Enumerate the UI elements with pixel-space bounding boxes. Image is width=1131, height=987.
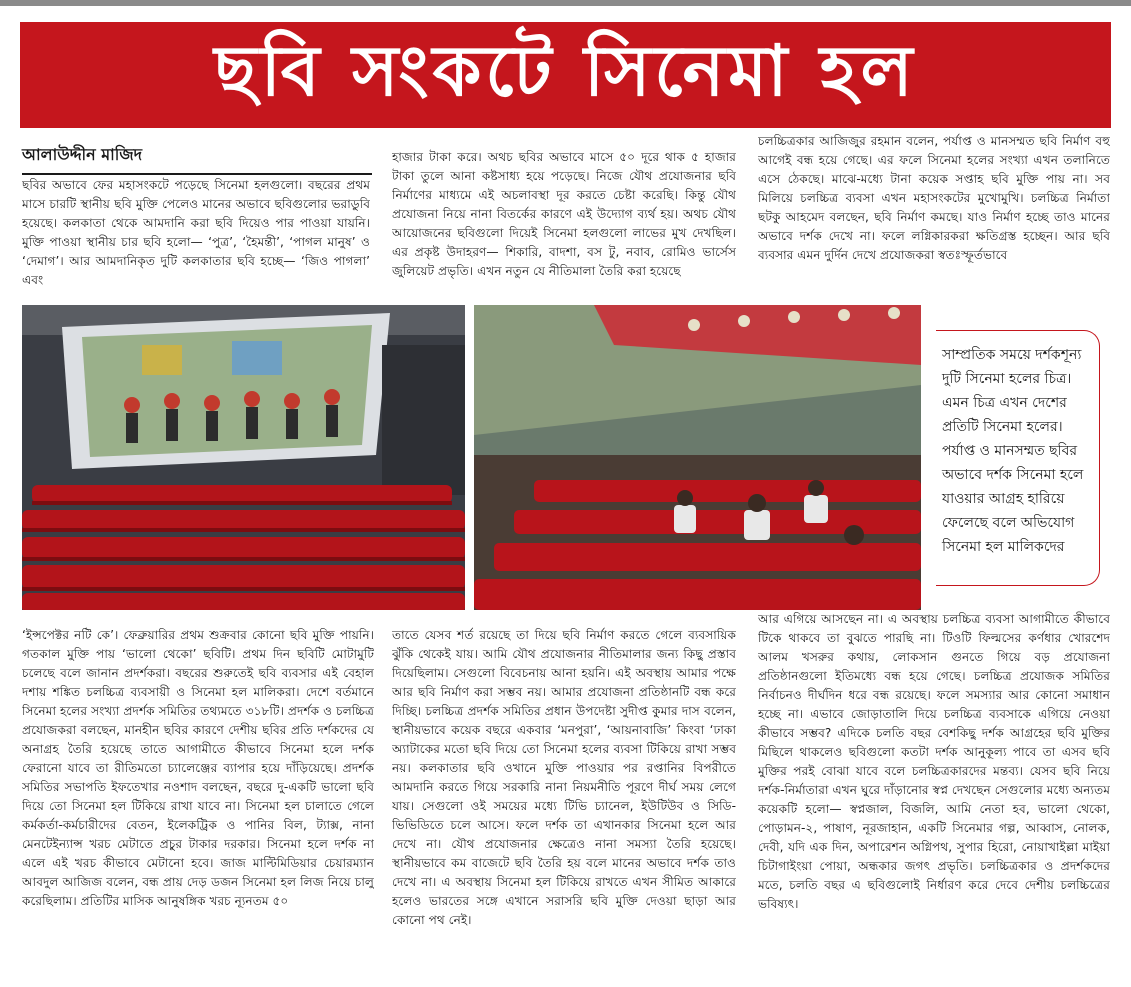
bottom-column-3-paragraph: আর এগিয়ে আসছেন না। এ অবস্থায় চলচ্চিত্র ব্যবসা আগামীতে কীভাবে টিকে থাকবে তা বুঝতে পারছি না। টিওটি ফিল্মসের কর্ণধার খোরশেদ আলম খসরুর কথায়, লোকসান গুনতে গিয়ে বড় প্রযোজনা প্রতিষ্ঠানগুলো ইতিমধ্যে বন্ধ হয়ে গেছে। চলচ্চিত্র প্রযোজক সমিতির নির্বাচনও দীর্ঘদিন ধরে বন্ধ রয়েছে। ফলে সমস্যার আর কোনো সমাধান হচ্ছে না। এভাবে জোড়াতালি দিয়ে চলচ্চিত্র ব্যবসাকে এগিয়ে নেওয়া কীভাবে সম্ভব? এদিকে চলতি বছর বেশকিছু দর্শক আগ্রহের ছবি মুক্তির মিছিলে থাকলেও ছবিগুলো কতটা দর্শক আনুকূল্য পাবে তা এসব ছবি মুক্তির পরই বোঝা যাবে বলে চলচ্চিত্রকারদের মন্তব্য। যেসব ছবি নিয়ে দর্শক-নির্মাতারা এখন ঘুরে দাঁড়ানোর স্বপ্ন দেখছেন সেগুলোর মধ্যে অন্যতম কয়েকটি হলো— স্বপ্নজাল, বিজলি, আমি নেতা হব, ভালো থেকো, পোড়ামন-২, পাষাণ, নূরজাহান, একটি সিনেমার গল্প, আব্বাস, নোলক, দেবী, যদি এক দিন, অপারেশন অগ্নিপথ, সুপার হিরো, নোয়াখাইল্লা মাইয়া চিটাগাইংয়া পোয়া, অন্ধকার জগৎ প্রভৃতি। চলচ্চিত্রকার ও প্রদর্শকদের মতে, চলতি বছর এ ছবিগুলোই নির্ধারণ করে দেবে দেশীয় চলচ্চিত্রের ভবিষ্যৎ। [758,612,1110,911]
cinema-hall-photo-1 [22,305,465,610]
top-column-2-paragraph: হাজার টাকা করে। অথচ ছবির অভাবে মাসে ৫০ দূরে থাক ৫ হাজার টাকা তুলে আনা কষ্টসাধ্য হয়ে পড়েছে। নিজে যৌথ প্রযোজনার ছবি নির্মাণের মাধ্যমে এই অচলাবস্থা দূর করতে চেষ্টা করেছি। কিন্তু যৌথ প্রযোজনা নিয়ে নানা বিতর্কের কারণে এই উদ্যোগ ব্যর্থ হয়। অথচ যৌথ আয়োজনের ছবিগুলো দিয়েই সিনেমা হলগুলো লাভের মুখ দেখছিল। এর প্রকৃষ্ট উদাহরণ— শিকারি, বাদশা, বস টু, নবাব, রোমিও ভার্সেস জুলিয়েট প্রভৃতি। এখন নতুন যে নীতিমালা তৈরি করা হয়েছে [392,150,736,278]
headline: ছবি সংকটে সিনেমা হল [214,29,917,112]
bottom-column-3 [758,610,1110,976]
cinema-screen-illustration [22,305,465,610]
bottom-column-1-paragraph: ‘ইন্সপেক্টর নটি কে’। ফেব্রুয়ারির প্রথম শুক্রবার কোনো ছবি মুক্তি পায়নি। গতকাল মুক্তি পায় ‘ভালো থেকো’ ছবিটি। প্রথম দিন ছবিটি মোটামুটি চলেছে বলে জানান প্রদর্শকরা। বছরের শুরুতেই ছবি ব্যবসার এই বেহাল দশায় শঙ্কিত চলচ্চিত্র ব্যবসায়ী ও সিনেমা হল মালিকরা। দেশে বর্তমানে সিনেমা হলের সংখ্যা প্রদর্শক সমিতির তথ্যমতে ৩১৮টি। প্রদর্শক ও চলচ্চিত্র প্রযোজকরা বলছেন, মানহীন ছবির কারণে দেশীয় ছবির প্রতি দর্শকদের যে অনাগ্রহ তৈরি হয়েছে তাতে আগামীতে কীভাবে সিনেমা হলে দর্শক ফেরানো যাবে তা রীতিমতো চ্যালেঞ্জের ব্যাপার হয়ে দাঁড়িয়েছে। প্রদর্শক সমিতির সভাপতি ইফতেখার নওশাদ বলছেন, বছরে দু-একটি ভালো ছবি দিয়ে তো সিনেমা হল টিকিয়ে রাখা যাবে না। সিনেমা হল চালাতে গেলে কর্মকর্তা-কর্মচারীদের বেতন, ইলেকট্রিক ও পানির বিল, ট্যাক্স, নানা মেনটেইন্যান্স খরচ মেটাতে প্রচুর টাকার দরকার। সিনেমা হলে দর্শক না এলে এই খরচ কীভাবে মেটানো হবে। জাজ মাল্টিমিডিয়ার চেয়ারম্যান আবদুল আজিজ বলেন, বন্ধ প্রায় দেড় ডজন সিনেমা হল লিজ নিয়ে চালু করেছিলাম। প্রতিটির মাসিক আনুষঙ্গিক খরচ ন্যূনতম ৫০ [22,628,374,908]
bottom-column-2 [392,626,736,976]
bottom-column-1 [22,626,374,976]
audience-illustration [474,305,921,610]
bottom-column-2-paragraph: তাতে যেসব শর্ত রয়েছে তা দিয়ে ছবি নির্মাণ করতে গেলে ব্যবসায়িক ঝুঁকি থেকেই যায়। আমি যৌথ প্রযোজনার নীতিমালার জন্য কিছু প্রস্তাব দিয়েছিলাম। সেগুলো বিবেচনায় আনা হয়নি। এই অবস্থায় আমার পক্ষে আর ছবি নির্মাণ করা সম্ভব নয়। আমার প্রযোজনা প্রতিষ্ঠানটি বন্ধ করে দিচ্ছি। চলচ্চিত্র প্রদর্শক সমিতির প্রধান উপদেষ্টা সুদীপ্ত কুমার দাস বলেন, স্থানীয়ভাবে কয়েক বছরে একবার ‘মনপুরা’, ‘আয়নাবাজি’ কিংবা ‘ঢাকা অ্যাটাকের মতো ছবি দিয়ে তো সিনেমা হলের ব্যবসা টিকিয়ে রাখা সম্ভব নয়। কলকাতার ছবি ওখানে মুক্তি পাওয়ার পর রপ্তানির বিপরীতে আমদানি করতে গিয়ে সরকারি নানা নিয়মনীতি পূরণে দীর্ঘ সময় লেগে যায়। সেগুলো ওই সময়ের মধ্যে টিভি চ্যানেল, ইউটিউব ও সিডি-ভিভিডিতে চলে আসে। ফলে দর্শক তা এখানকার সিনেমা হলে আর দেখে না। যৌথ প্রযোজনার ক্ষেত্রেও নানা সমস্যা তৈরি হয়েছে। স্থানীয়ভাবে কম বাজেটে ছবি তৈরি হয় বলে মানের অভাবে দর্শক তাও দেখে না। এ অবস্থায় সিনেমা হল টিকিয়ে রাখতে এখন সীমিত আকারে হলেও ভারতের সঙ্গে এখানে সরাসরি ছবি মুক্তি দেওয়া ছাড়া আর কোনো পথ নেই। [392,628,736,927]
top-column-3-paragraph: চলচ্চিত্রকার আজিজুর রহমান বলেন, পর্যাপ্ত ও মানসম্মত ছবি নির্মাণ বহু আগেই বন্ধ হয়ে গেছে। এর ফলে সিনেমা হলের সংখ্যা এখন তলানিতে এসে ঠেকছে। মাঝে-মধ্যে টানা কয়েক সপ্তাহ ছবি মুক্তি পায় না। সব মিলিয়ে চলচ্চিত্র ব্যবসা এখন মহাসংকটের মুখোমুখি। চলচ্চিত্র নির্মাতা ছটকু আহমেদ বলছেন, ছবি নির্মাণ কমছে। যাও নির্মাণ হচ্ছে তাও মানের অভাবে দর্শক দেখে না। ফলে লগ্নিকারকরা ক্ষতিগ্রস্ত হচ্ছেন। আর ছবি ব্যবসার এমন দুর্দিন দেখে প্রযোজকরা স্বতঃস্ফূর্তভাবে [758,134,1110,262]
intro-column [22,176,370,294]
top-column-2 [392,148,736,294]
photo-caption: সাম্প্রতিক সময়ে দর্শকশূন্য দুটি সিনেমা হলের চিত্র। এমন চিত্র এখন দেশের প্রতিটি সিনেমা হলের। পর্যাপ্ত ও মানসম্মত ছবির অভাবে দর্শক সিনেমা হলে যাওয়ার আগ্রহ হারিয়ে ফেলেছে বলে অভিযোগ সিনেমা হল মালিকদের [936,330,1100,586]
byline: আলাউদ্দীন মাজিদ [22,142,372,175]
headline-banner [20,22,1111,128]
top-column-3 [758,132,1110,294]
intro-paragraph: ছবির অভাবে ফের মহাসংকটে পড়েছে সিনেমা হলগুলো। বছরের প্রথম মাসে চারটি স্থানীয় ছবি মুক্তি পেলেও মানের অভাবে ছবিগুলোর ভরাডুবি হয়েছে। কলকাতা থেকে আমদানি করা ছবি দিয়েও পার পাওয়া যায়নি। মুক্তি পাওয়া স্থানীয় চার ছবি হলো— ‘পুত্র’, ‘হৈমন্তী’, ‘পাগল মানুষ’ ও ‘দেমাগ’। আর আমদানিকৃত দুটি কলকাতার ছবি হচ্ছে— ‘জিও পাগলা’ এবং [22,178,370,287]
top-rule [0,0,1131,6]
cinema-hall-photo-2 [474,305,921,610]
